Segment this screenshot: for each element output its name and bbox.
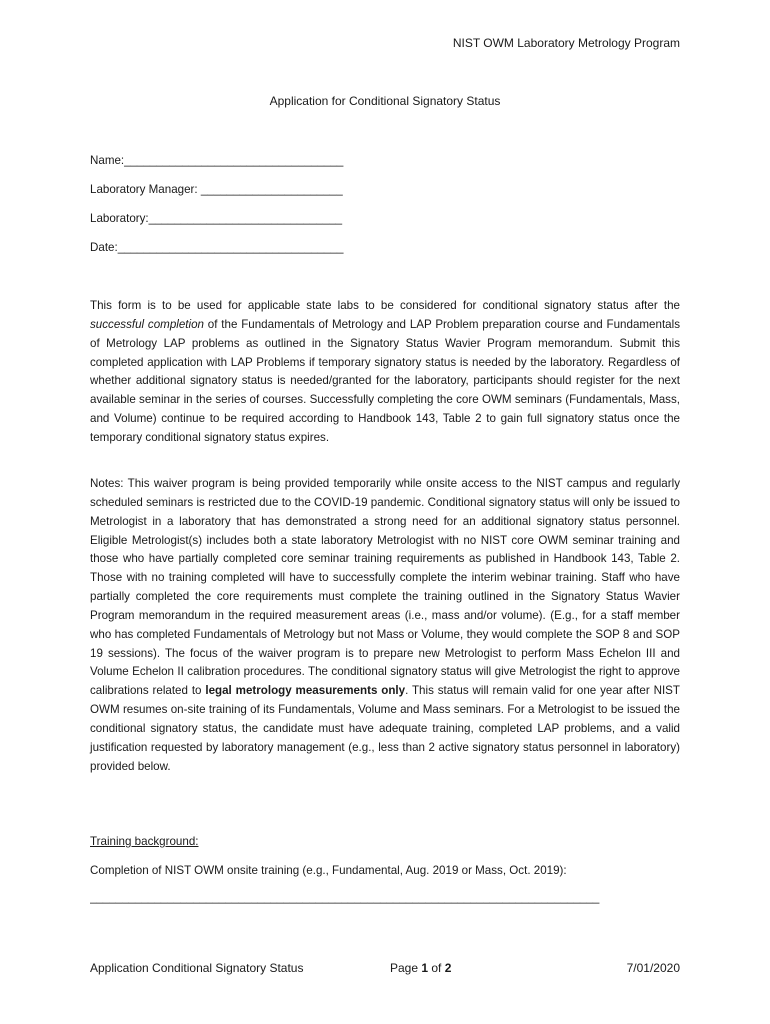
training-heading: Training background:	[90, 835, 199, 848]
name-field[interactable]: Name:__________________________________	[90, 154, 344, 167]
date-field[interactable]: Date:___________________________________	[90, 241, 344, 254]
training-answer-line[interactable]: _______________________________________________________________________________	[90, 891, 600, 904]
applicant-fields	[90, 153, 343, 269]
footer-page-number	[390, 961, 451, 975]
footer-document-name: Application Conditional Signatory Status	[90, 961, 304, 975]
notes-text-2: . This status will remain valid for one year after NIST OWM resumes on-site training of its Fundamentals, Volume and Mass seminars. For a Metrologist to be issued the conditional signatory status, the candidate must have adequate training, completed LAP problems, and a valid justification requested by laboratory management (e.g., less than 2 active signatory status personnel in laboratory) provided below.	[90, 684, 680, 773]
purpose-text-1: This form is to be used for applicable state labs to be considered for conditional signatory status after the	[90, 299, 680, 312]
page-prefix: Page	[390, 961, 422, 975]
page-footer	[90, 961, 680, 979]
purpose-emphasis: successful completion	[90, 317, 204, 331]
training-prompt: Completion of NIST OWM onsite training (e.g., Fundamental, Aug. 2019 or Mass, Oct. 2019):	[90, 864, 567, 877]
footer-date: 7/01/2020	[626, 961, 680, 975]
document-title: Application for Conditional Signatory Status	[269, 94, 501, 108]
purpose-text-2: of the Fundamentals of Metrology and LAP Problem preparation course and Fundamentals of Metrology LAP problems as outlined in the Signatory Status Wavier Program memorandum. Submit this completed application with LAP Problems if temporary signatory status is needed by the laboratory. Regardless of whether additional signatory status is needed/granted for the laboratory, participants should register for the next available seminar in the series of courses. Successfully completing the core OWM seminars (Fundamentals, Mass, and Volume) continue to be required according to Handbook 143, Table 2 to gain full signatory status once the temporary conditional signatory status expires.	[90, 317, 680, 444]
notes-bold: legal metrology measurements only	[205, 684, 406, 698]
page-of: of	[428, 961, 445, 975]
notes-text-1: Notes: This waiver program is being provided temporarily while onsite access to the NIST campus and regularly scheduled seminars is restricted due to the COVID-19 pandemic. Conditional signatory status will only be issued to Metrologist in a laboratory that has demonstrated a strong need for an additional signatory status personnel. Eligible Metrologist(s) includes both a state laboratory Metrologist with no NIST core OWM seminar training and those who have partially completed core seminar training requirements as published in Handbook 143, Table 2. Those with no training completed will have to successfully complete the interim webinar training. Staff who have partially completed the core requirements must complete the training outlined in the Signatory Status Wavier Program memorandum in the required measurement areas (i.e., mass and/or volume). (E.g., for a staff member who has completed Fundamentals of Metrology but not Mass or Volume, they would complete the SOP 8 and SOP 19 sessions). The focus of the waiver program is to prepare new Metrologist to perform Mass Echelon III and Volume Echelon II calibration procedures. The conditional signatory status will give Metrologist the right to approve calibrations related to	[90, 477, 680, 698]
page-total: 2	[444, 961, 452, 975]
notes-paragraph	[90, 475, 680, 777]
page-current: 1	[421, 961, 429, 975]
purpose-paragraph	[90, 297, 680, 448]
laboratory-field[interactable]: Laboratory:______________________________	[90, 212, 343, 225]
laboratory-manager-field[interactable]: Laboratory Manager: ______________________	[90, 183, 343, 196]
header-program: NIST OWM Laboratory Metrology Program	[452, 36, 680, 50]
